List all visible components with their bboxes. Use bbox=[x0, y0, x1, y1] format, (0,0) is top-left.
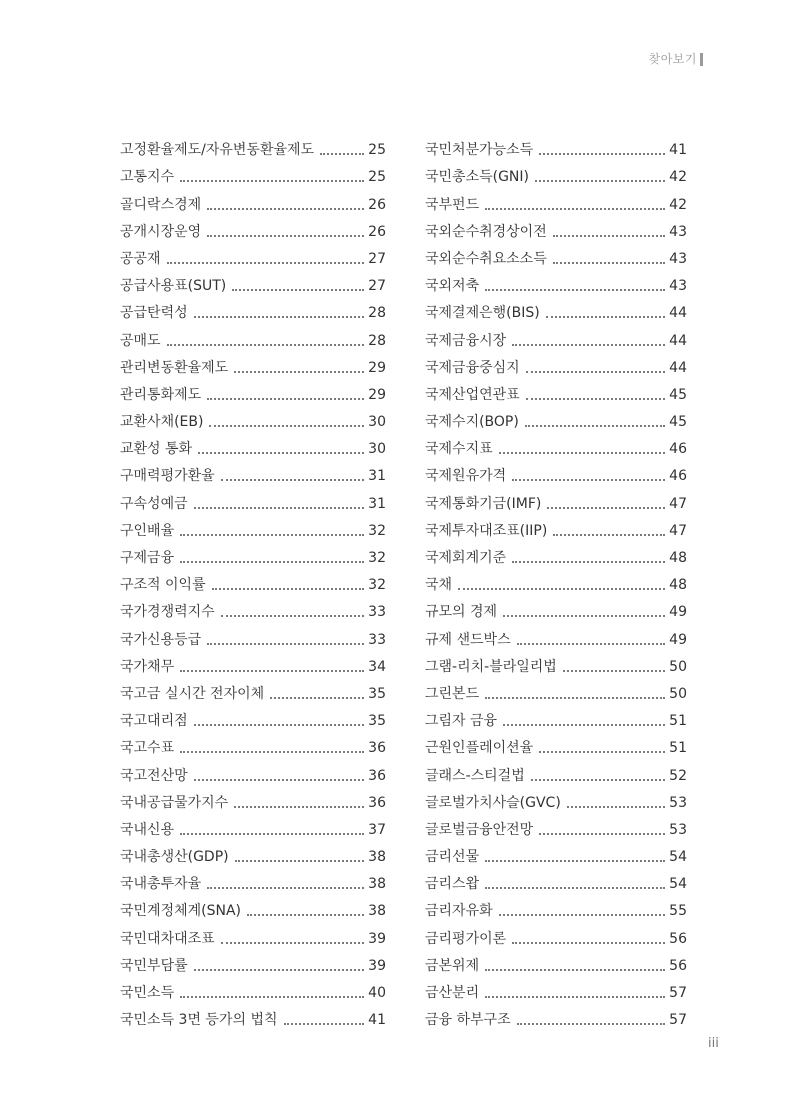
dot-leader bbox=[485, 860, 665, 862]
index-term: 규모의 경제 bbox=[425, 604, 498, 621]
index-entry bbox=[425, 812, 687, 839]
index-entry bbox=[425, 920, 687, 947]
dot-leader bbox=[284, 1023, 365, 1025]
index-term: 국고대리점 bbox=[120, 713, 188, 730]
index-term: 금리스왑 bbox=[425, 876, 480, 893]
index-entry bbox=[425, 431, 687, 458]
dot-leader bbox=[553, 262, 665, 264]
index-entry bbox=[120, 241, 386, 268]
index-page-number: 30 bbox=[368, 414, 386, 431]
dot-leader bbox=[485, 697, 665, 699]
index-entry bbox=[425, 594, 687, 621]
index-entry bbox=[425, 513, 687, 540]
index-page-number: 34 bbox=[368, 658, 386, 675]
index-term: 국제통화기금(IMF) bbox=[425, 495, 542, 512]
index-entry bbox=[425, 458, 687, 485]
index-term: 골디락스경제 bbox=[120, 196, 202, 213]
index-entry bbox=[120, 893, 386, 920]
index-page-number: 41 bbox=[368, 1012, 386, 1029]
dot-leader bbox=[235, 860, 365, 862]
index-entry bbox=[425, 1002, 687, 1029]
index-page-number: 32 bbox=[368, 550, 386, 566]
index-entry bbox=[425, 703, 687, 730]
index-entry bbox=[425, 757, 687, 784]
index-page-number: 48 bbox=[669, 550, 687, 566]
index-page-number: 50 bbox=[669, 658, 687, 675]
index-page-number: 38 bbox=[368, 903, 386, 920]
index-entry bbox=[425, 186, 687, 213]
index-page-number: 53 bbox=[669, 821, 687, 838]
index-page-number: 43 bbox=[669, 250, 687, 267]
index-entry bbox=[120, 1002, 386, 1029]
index-term: 국민계정체계(SNA) bbox=[120, 903, 242, 920]
index-term: 국제수지(BOP) bbox=[425, 414, 519, 431]
index-page-number: 56 bbox=[669, 930, 687, 947]
index-term: 국민소득 bbox=[120, 985, 175, 1001]
index-term: 국가신용등급 bbox=[120, 631, 202, 648]
dot-leader bbox=[539, 833, 665, 835]
index-page-number: 38 bbox=[368, 876, 386, 893]
dot-leader bbox=[525, 425, 665, 427]
index-entry bbox=[425, 730, 687, 757]
index-term: 구매력평가환율 bbox=[120, 468, 215, 485]
index-page-number: 26 bbox=[368, 196, 386, 213]
index-entry bbox=[425, 132, 687, 159]
dot-leader bbox=[503, 615, 665, 617]
index-term: 국부펀드 bbox=[425, 196, 480, 213]
index-entry bbox=[120, 404, 386, 431]
index-term: 글로벌금융안전망 bbox=[425, 821, 534, 838]
index-page-number: 48 bbox=[669, 577, 687, 594]
index-page-number: 47 bbox=[669, 495, 687, 512]
dot-leader bbox=[539, 153, 665, 155]
index-page-number: 35 bbox=[368, 713, 386, 730]
dot-leader bbox=[180, 561, 364, 563]
index-page-number: 32 bbox=[368, 522, 386, 539]
index-entry bbox=[120, 458, 386, 485]
index-page-number: 51 bbox=[669, 740, 687, 757]
index-entry bbox=[425, 404, 687, 431]
dot-leader bbox=[180, 751, 364, 753]
index-entry bbox=[120, 812, 386, 839]
index-term: 국민대차대조표 bbox=[120, 930, 215, 947]
dot-leader bbox=[485, 208, 665, 210]
dot-leader bbox=[517, 1023, 666, 1025]
index-term: 구제금융 bbox=[120, 550, 175, 566]
dot-leader bbox=[207, 235, 364, 237]
page-number: iii bbox=[708, 1036, 719, 1051]
index-term: 국가채무 bbox=[120, 658, 175, 675]
index-entry bbox=[120, 322, 386, 349]
index-entry bbox=[120, 975, 386, 1002]
index-page-number: 26 bbox=[368, 223, 386, 240]
index-entry bbox=[120, 703, 386, 730]
index-page-number: 55 bbox=[669, 903, 687, 920]
index-page-number: 44 bbox=[669, 359, 687, 376]
dot-leader bbox=[547, 507, 665, 509]
index-page-number: 45 bbox=[669, 414, 687, 431]
dot-leader bbox=[221, 942, 365, 944]
dot-leader bbox=[553, 235, 665, 237]
index-page-number: 47 bbox=[669, 522, 687, 539]
index-page-number: 44 bbox=[669, 305, 687, 322]
index-page-number: 25 bbox=[368, 169, 386, 186]
dot-leader bbox=[194, 969, 365, 971]
index-entry bbox=[425, 377, 687, 404]
index-page-number: 49 bbox=[669, 604, 687, 621]
index-term: 고정환율제도/자유변동환율제도 bbox=[120, 142, 315, 159]
index-entry bbox=[120, 377, 386, 404]
index-entry bbox=[120, 567, 386, 594]
index-term: 구속성예금 bbox=[120, 495, 188, 512]
index-entry bbox=[425, 785, 687, 812]
index-entry bbox=[120, 866, 386, 893]
index-term: 국내신용 bbox=[120, 821, 175, 838]
index-term: 국외순수취요소소득 bbox=[425, 250, 547, 267]
dot-leader bbox=[234, 806, 364, 808]
index-term: 근원인플레이션율 bbox=[425, 740, 534, 757]
index-entry bbox=[120, 295, 386, 322]
index-entry bbox=[120, 948, 386, 975]
index-term: 그림자 금융 bbox=[425, 713, 498, 730]
index-entry bbox=[120, 594, 386, 621]
dot-leader bbox=[517, 643, 666, 645]
index-entry bbox=[425, 621, 687, 648]
dot-leader bbox=[563, 670, 665, 672]
index-term: 교환사채(EB) bbox=[120, 414, 204, 431]
index-term: 글로벌가치사슬(GVC) bbox=[425, 794, 561, 811]
index-page-number: 38 bbox=[368, 849, 386, 866]
index-page-number: 54 bbox=[669, 876, 687, 893]
index-term: 규제 샌드박스 bbox=[425, 631, 511, 648]
index-entry bbox=[120, 730, 386, 757]
index-page-number: 36 bbox=[368, 767, 386, 784]
index-entry bbox=[120, 350, 386, 377]
index-term: 국제투자대조표(IIP) bbox=[425, 522, 548, 539]
dot-leader bbox=[485, 887, 665, 889]
index-term: 관리변동환율제도 bbox=[120, 359, 229, 376]
index-term: 금융 하부구조 bbox=[425, 1012, 511, 1029]
dot-leader bbox=[207, 887, 364, 889]
index-entry bbox=[425, 839, 687, 866]
dot-leader bbox=[221, 479, 365, 481]
index-entry bbox=[120, 757, 386, 784]
index-entry bbox=[425, 214, 687, 241]
index-term: 교환성 통화 bbox=[120, 441, 193, 458]
index-entry bbox=[425, 948, 687, 975]
dot-leader bbox=[180, 180, 364, 182]
index-term: 국민부담률 bbox=[120, 957, 188, 974]
index-page-number: 39 bbox=[368, 930, 386, 947]
dot-leader bbox=[167, 262, 365, 264]
index-entry bbox=[120, 621, 386, 648]
index-entry bbox=[120, 214, 386, 241]
index-term: 국제금융중심지 bbox=[425, 359, 520, 376]
index-page-number: 36 bbox=[368, 740, 386, 757]
index-column-left bbox=[120, 132, 386, 1029]
dot-leader bbox=[531, 779, 665, 781]
dot-leader bbox=[512, 344, 665, 346]
index-term: 공공재 bbox=[120, 250, 161, 267]
dot-leader bbox=[485, 969, 665, 971]
dot-leader bbox=[512, 479, 665, 481]
index-page-number: 44 bbox=[669, 332, 687, 349]
dot-leader bbox=[553, 534, 665, 536]
index-term: 구인배율 bbox=[120, 522, 175, 539]
index-entry bbox=[425, 322, 687, 349]
index-page-number: 28 bbox=[368, 332, 386, 349]
dot-leader bbox=[539, 751, 665, 753]
index-page-number: 57 bbox=[669, 1012, 687, 1029]
index-term: 국민처분가능소득 bbox=[425, 142, 534, 159]
index-term: 관리통화제도 bbox=[120, 386, 202, 403]
index-page-number: 43 bbox=[669, 223, 687, 240]
dot-leader bbox=[234, 371, 364, 373]
index-term: 공매도 bbox=[120, 332, 161, 349]
index-entry bbox=[425, 159, 687, 186]
index-entry bbox=[425, 295, 687, 322]
index-entry bbox=[120, 513, 386, 540]
index-term: 국고금 실시간 전자이체 bbox=[120, 685, 265, 702]
index-term: 공급사용표(SUT) bbox=[120, 278, 227, 295]
dot-leader bbox=[499, 452, 666, 454]
index-term: 금본위제 bbox=[425, 957, 480, 974]
index-term: 글래스-스티걸법 bbox=[425, 767, 525, 784]
dot-leader bbox=[270, 697, 364, 699]
index-page-number: 33 bbox=[368, 631, 386, 648]
dot-leader bbox=[212, 588, 365, 590]
index-page-number: 46 bbox=[669, 468, 687, 485]
dot-leader bbox=[526, 371, 666, 373]
index-entry bbox=[120, 268, 386, 295]
section-header-label: 찾아보기 bbox=[648, 52, 697, 66]
index-page-number: 54 bbox=[669, 849, 687, 866]
dot-leader bbox=[526, 398, 666, 400]
index-entry bbox=[425, 268, 687, 295]
index-term: 국제결제은행(BIS) bbox=[425, 305, 540, 322]
dot-leader bbox=[180, 996, 364, 998]
dot-leader bbox=[485, 996, 665, 998]
index-page-number: 42 bbox=[669, 196, 687, 213]
index-page-number: 25 bbox=[368, 142, 386, 159]
dot-leader bbox=[194, 724, 365, 726]
index-term: 국고수표 bbox=[120, 740, 175, 757]
index-term: 금리자유화 bbox=[425, 903, 493, 920]
index-term: 그린본드 bbox=[425, 685, 480, 702]
index-page-number: 43 bbox=[669, 278, 687, 295]
index-term: 그램-리치-블라일리법 bbox=[425, 658, 557, 675]
index-entry bbox=[120, 540, 386, 567]
index-term: 국제산업연관표 bbox=[425, 386, 520, 403]
dot-leader bbox=[221, 615, 365, 617]
index-entry bbox=[120, 920, 386, 947]
index-page-number: 57 bbox=[669, 985, 687, 1001]
index-page-number: 52 bbox=[669, 767, 687, 784]
index-term: 국내공급물가지수 bbox=[120, 794, 229, 811]
index-page-number: 45 bbox=[669, 386, 687, 403]
index-entry bbox=[120, 485, 386, 512]
dot-leader bbox=[180, 670, 364, 672]
dot-leader bbox=[512, 942, 665, 944]
index-entry bbox=[120, 649, 386, 676]
index-page-number: 30 bbox=[368, 441, 386, 458]
index-page-number: 56 bbox=[669, 957, 687, 974]
dot-leader bbox=[207, 208, 364, 210]
index-term: 금산분리 bbox=[425, 985, 480, 1001]
index-page-number: 41 bbox=[669, 142, 687, 159]
index-term: 금리선물 bbox=[425, 849, 480, 866]
dot-leader bbox=[546, 316, 665, 318]
index-page-number: 49 bbox=[669, 631, 687, 648]
index-page-number: 37 bbox=[368, 821, 386, 838]
index-entry bbox=[120, 159, 386, 186]
dot-leader bbox=[458, 588, 665, 590]
index-entry bbox=[120, 186, 386, 213]
index-entry bbox=[425, 866, 687, 893]
index-page-number: 32 bbox=[368, 577, 386, 594]
index-page-number: 46 bbox=[669, 441, 687, 458]
index-entry bbox=[120, 839, 386, 866]
dot-leader bbox=[485, 289, 665, 291]
header-marker-bar bbox=[700, 53, 703, 66]
index-page-number: 31 bbox=[368, 495, 386, 512]
index-term: 국외순수취경상이전 bbox=[425, 223, 547, 240]
dot-leader bbox=[194, 507, 365, 509]
index-page-number: 28 bbox=[368, 305, 386, 322]
index-page-number: 40 bbox=[368, 985, 386, 1001]
dot-leader bbox=[194, 316, 365, 318]
index-term: 구조적 이익률 bbox=[120, 577, 206, 594]
index-term: 국제금융시장 bbox=[425, 332, 507, 349]
index-column-right bbox=[425, 132, 687, 1029]
dot-leader bbox=[207, 398, 364, 400]
index-entry bbox=[425, 676, 687, 703]
dot-leader bbox=[198, 452, 364, 454]
index-term: 국민총소득(GNI) bbox=[425, 169, 529, 186]
index-page-number: 29 bbox=[368, 386, 386, 403]
index-entry bbox=[425, 485, 687, 512]
dot-leader bbox=[180, 833, 364, 835]
index-page-number: 51 bbox=[669, 713, 687, 730]
index-page-number: 36 bbox=[368, 794, 386, 811]
dot-leader bbox=[535, 180, 665, 182]
index-page-number: 35 bbox=[368, 685, 386, 702]
index-page-number: 29 bbox=[368, 359, 386, 376]
index-entry bbox=[120, 431, 386, 458]
index-term: 금리평가이론 bbox=[425, 930, 507, 947]
index-term: 국가경쟁력지수 bbox=[120, 604, 215, 621]
index-term: 국제원유가격 bbox=[425, 468, 507, 485]
dot-leader bbox=[209, 425, 364, 427]
dot-leader bbox=[232, 289, 364, 291]
index-term: 국외저축 bbox=[425, 278, 480, 295]
dot-leader bbox=[194, 779, 365, 781]
index-page-number: 33 bbox=[368, 604, 386, 621]
index-term: 공개시장운영 bbox=[120, 223, 202, 240]
index-term: 국고전산망 bbox=[120, 767, 188, 784]
index-term: 국내총투자율 bbox=[120, 876, 202, 893]
index-term: 공급탄력성 bbox=[120, 305, 188, 322]
index-term: 국채 bbox=[425, 577, 453, 594]
index-entry bbox=[425, 241, 687, 268]
dot-leader bbox=[180, 534, 364, 536]
index-term: 국민소득 3면 등가의 법칙 bbox=[120, 1012, 278, 1029]
index-entry bbox=[425, 567, 687, 594]
index-page-number: 27 bbox=[368, 278, 386, 295]
dot-leader bbox=[167, 344, 365, 346]
dot-leader bbox=[247, 914, 364, 916]
dot-leader bbox=[503, 724, 665, 726]
index-page-number: 53 bbox=[669, 794, 687, 811]
index-page-number: 39 bbox=[368, 957, 386, 974]
index-entry bbox=[120, 676, 386, 703]
index-page-number: 42 bbox=[669, 169, 687, 186]
index-term: 국내총생산(GDP) bbox=[120, 849, 229, 866]
dot-leader bbox=[499, 914, 666, 916]
index-page-number: 50 bbox=[669, 685, 687, 702]
index-entry bbox=[425, 975, 687, 1002]
dot-leader bbox=[567, 806, 665, 808]
index-entry bbox=[425, 350, 687, 377]
index-entry bbox=[120, 132, 386, 159]
index-entry bbox=[425, 893, 687, 920]
index-page-number: 27 bbox=[368, 250, 386, 267]
index-term: 고통지수 bbox=[120, 169, 175, 186]
dot-leader bbox=[207, 643, 364, 645]
index-term: 국제수지표 bbox=[425, 441, 493, 458]
index-page-number: 31 bbox=[368, 468, 386, 485]
dot-leader bbox=[320, 153, 364, 155]
dot-leader bbox=[512, 561, 665, 563]
index-term: 국제회계기준 bbox=[425, 550, 507, 566]
index-entry bbox=[425, 649, 687, 676]
index-entry bbox=[425, 540, 687, 567]
index-entry bbox=[120, 785, 386, 812]
